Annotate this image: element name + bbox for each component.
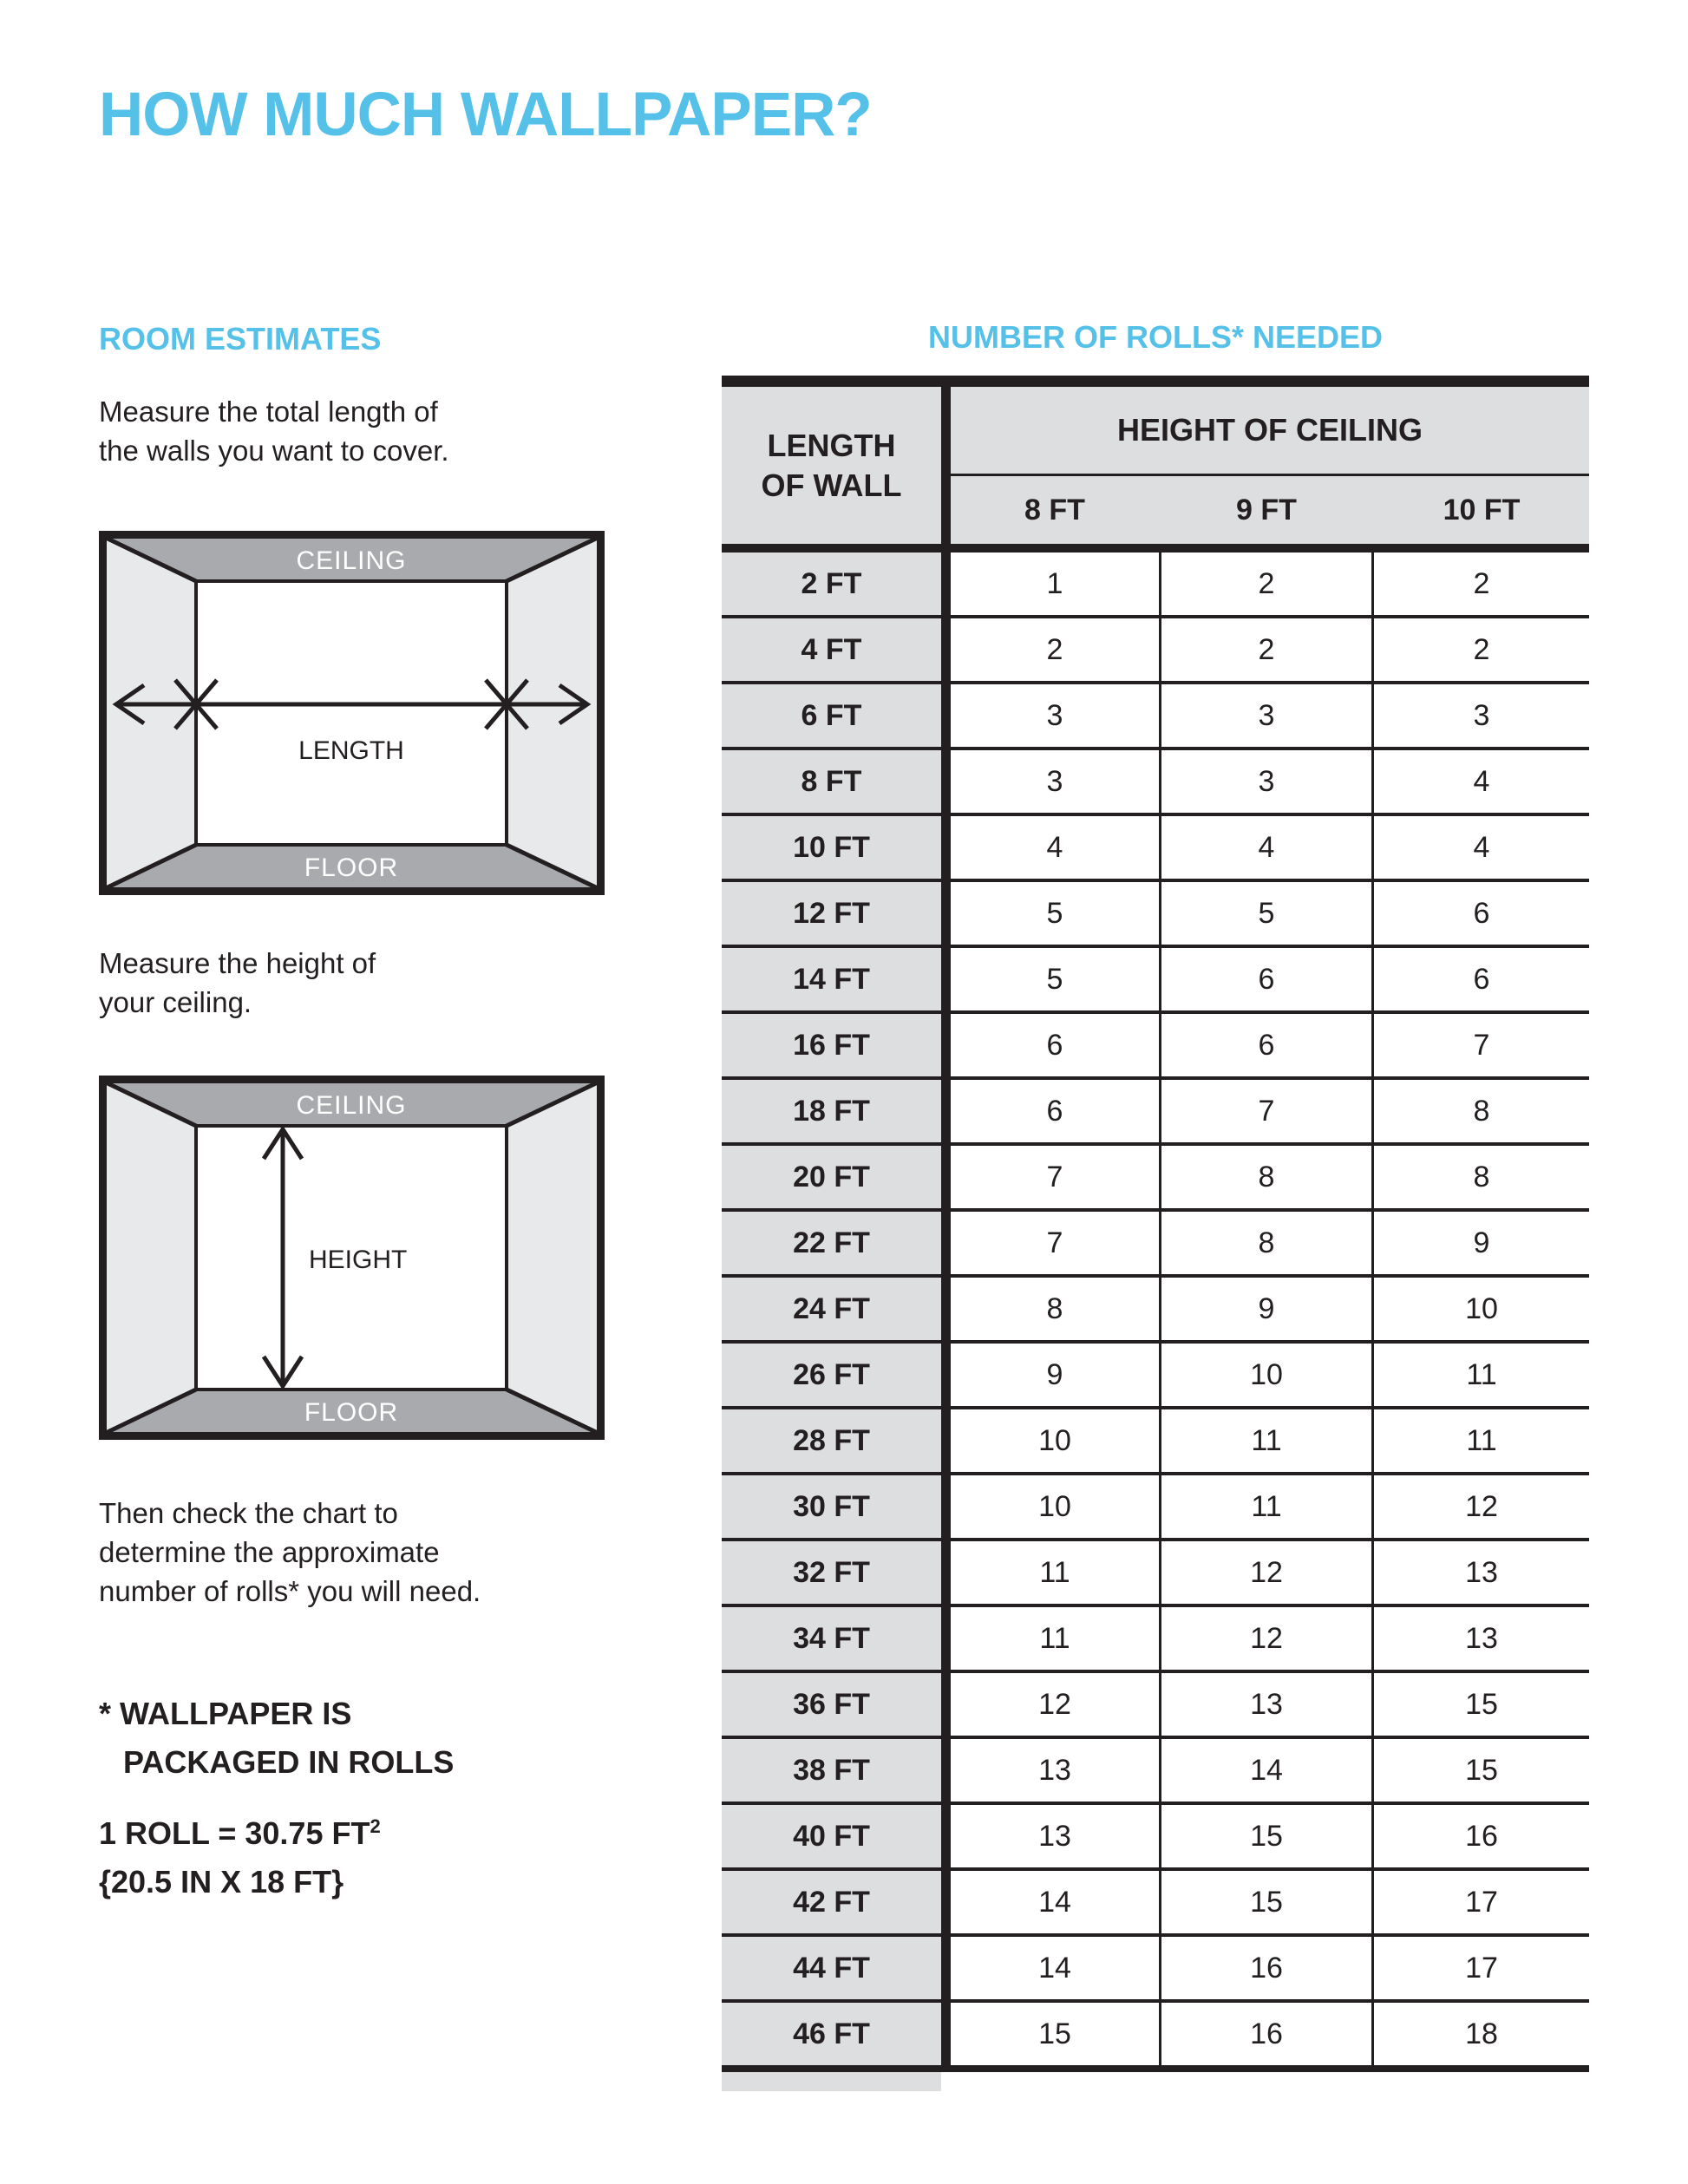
page-title: HOW MUCH WALLPAPER? <box>99 81 872 149</box>
table-row <box>722 1607 1589 1673</box>
column-divider <box>941 1871 951 1933</box>
rolls-9ft-cell: 9 <box>1161 1278 1371 1340</box>
rolls-9ft-cell: 12 <box>1161 1607 1371 1670</box>
wall-length-cell: 16 FT <box>722 1014 941 1076</box>
length-of-wall-line2: OF WALL <box>761 467 902 503</box>
column-divider <box>941 387 951 544</box>
ceiling-height-subheader <box>951 476 1589 544</box>
column-header-8ft: 8 FT <box>951 476 1159 544</box>
column-divider <box>941 1475 951 1538</box>
rolls-needed-heading: NUMBER OF ROLLS* NEEDED <box>927 319 1384 355</box>
rolls-9ft-cell: 3 <box>1161 750 1371 813</box>
rolls-10ft-cell: 13 <box>1374 1541 1589 1604</box>
rolls-8ft-cell: 13 <box>951 1805 1159 1867</box>
instruction-chart-line3: number of rolls* you will need. <box>99 1575 481 1607</box>
rolls-9ft-cell: 6 <box>1161 1014 1371 1076</box>
length-label: LENGTH <box>298 736 404 765</box>
height-of-ceiling-header: HEIGHT OF CEILING <box>951 387 1589 476</box>
table-header <box>722 387 1589 544</box>
table-row <box>722 948 1589 1014</box>
rolls-footnote-line1: * WALLPAPER IS <box>99 1696 352 1731</box>
instruction-length <box>99 392 449 470</box>
right-wall <box>507 538 598 888</box>
room-length-diagram <box>99 531 605 895</box>
column-divider <box>941 1212 951 1274</box>
table-top-border <box>722 376 1589 387</box>
column-divider <box>941 1409 951 1472</box>
room-estimates-heading: ROOM ESTIMATES <box>99 321 382 356</box>
wall-length-cell: 30 FT <box>722 1475 941 1538</box>
label-column-tab <box>722 2072 941 2091</box>
rolls-9ft-cell: 2 <box>1161 618 1371 681</box>
rolls-10ft-cell: 12 <box>1374 1475 1589 1538</box>
wall-length-cell: 14 FT <box>722 948 941 1010</box>
rolls-9ft-cell: 13 <box>1161 1673 1371 1736</box>
rolls-10ft-cell: 13 <box>1374 1607 1589 1670</box>
column-divider <box>941 1673 951 1736</box>
column-divider <box>941 618 951 681</box>
rolls-8ft-cell: 7 <box>951 1212 1159 1274</box>
wall-length-cell: 8 FT <box>722 750 941 813</box>
wall-length-cell: 18 FT <box>722 1080 941 1142</box>
table-row <box>722 2003 1589 2065</box>
column-divider <box>941 1937 951 1999</box>
table-row <box>722 1673 1589 1739</box>
rolls-10ft-cell: 11 <box>1374 1344 1589 1406</box>
rolls-8ft-cell: 2 <box>951 618 1159 681</box>
wall-length-cell: 22 FT <box>722 1212 941 1274</box>
instruction-chart-line1: Then check the chart to <box>99 1497 398 1529</box>
length-of-wall-line1: LENGTH <box>767 427 896 463</box>
column-divider <box>941 1014 951 1076</box>
table-row <box>722 816 1589 882</box>
rolls-10ft-cell: 6 <box>1374 948 1589 1010</box>
ceiling-label: CEILING <box>296 546 407 575</box>
rolls-8ft-cell: 10 <box>951 1475 1159 1538</box>
right-wall <box>507 1082 598 1433</box>
rolls-10ft-cell: 7 <box>1374 1014 1589 1076</box>
column-divider <box>941 882 951 945</box>
ceiling-label: CEILING <box>296 1091 407 1120</box>
rolls-10ft-cell: 17 <box>1374 1871 1589 1933</box>
rolls-10ft-cell: 3 <box>1374 684 1589 747</box>
table-rows <box>722 553 1589 2065</box>
rolls-10ft-cell: 11 <box>1374 1409 1589 1472</box>
wall-length-cell: 42 FT <box>722 1871 941 1933</box>
rolls-10ft-cell: 15 <box>1374 1673 1589 1736</box>
rolls-8ft-cell: 1 <box>951 553 1159 615</box>
table-row <box>722 684 1589 750</box>
rolls-9ft-cell: 16 <box>1161 2003 1371 2065</box>
rolls-8ft-cell: 5 <box>951 882 1159 945</box>
table-row <box>722 1541 1589 1607</box>
rolls-9ft-cell: 2 <box>1161 553 1371 615</box>
wall-length-cell: 20 FT <box>722 1146 941 1208</box>
wall-length-cell: 34 FT <box>722 1607 941 1670</box>
rolls-10ft-cell: 8 <box>1374 1146 1589 1208</box>
roll-size-line2: {20.5 IN X 18 FT} <box>99 1864 344 1900</box>
instruction-length-line1: Measure the total length of <box>99 396 438 428</box>
table-row <box>722 1278 1589 1344</box>
rolls-8ft-cell: 10 <box>951 1409 1159 1472</box>
column-divider <box>941 2003 951 2065</box>
rolls-8ft-cell: 12 <box>951 1673 1159 1736</box>
column-divider <box>941 553 951 615</box>
rolls-10ft-cell: 17 <box>1374 1937 1589 1999</box>
wall-length-cell: 4 FT <box>722 618 941 681</box>
column-divider <box>941 1805 951 1867</box>
rolls-9ft-cell: 5 <box>1161 882 1371 945</box>
column-divider <box>941 1080 951 1142</box>
table-bottom-border <box>722 2065 1589 2072</box>
column-divider <box>941 1344 951 1406</box>
rolls-8ft-cell: 5 <box>951 948 1159 1010</box>
rolls-9ft-cell: 15 <box>1161 1805 1371 1867</box>
rolls-8ft-cell: 11 <box>951 1607 1159 1670</box>
rolls-9ft-cell: 11 <box>1161 1475 1371 1538</box>
table-row <box>722 1805 1589 1871</box>
rolls-9ft-cell: 8 <box>1161 1146 1371 1208</box>
table-row <box>722 750 1589 816</box>
column-header-10ft: 10 FT <box>1374 476 1589 544</box>
rolls-10ft-cell: 16 <box>1374 1805 1589 1867</box>
rolls-footnote <box>99 1690 454 1787</box>
instruction-height-line2: your ceiling. <box>99 986 252 1018</box>
table-row <box>722 1344 1589 1409</box>
table-row <box>722 1871 1589 1937</box>
header-bottom-border <box>722 544 1589 553</box>
instruction-chart <box>99 1494 481 1611</box>
rolls-10ft-cell: 10 <box>1374 1278 1589 1340</box>
roll-size-line1: 1 ROLL = 30.75 $FT^2$ <box>99 1815 381 1851</box>
rolls-8ft-cell: 8 <box>951 1278 1159 1340</box>
rolls-9ft-cell: 15 <box>1161 1871 1371 1933</box>
wall-length-cell: 2 FT <box>722 553 941 615</box>
rolls-9ft-cell: 3 <box>1161 684 1371 747</box>
rolls-9ft-cell: 10 <box>1161 1344 1371 1406</box>
rolls-10ft-cell: 15 <box>1374 1739 1589 1801</box>
instruction-height <box>99 944 376 1022</box>
wall-length-cell: 26 FT <box>722 1344 941 1406</box>
table-row <box>722 1014 1589 1080</box>
rolls-10ft-cell: 18 <box>1374 2003 1589 2065</box>
table-row <box>722 553 1589 618</box>
rolls-8ft-cell: 9 <box>951 1344 1159 1406</box>
wall-length-cell: 10 FT <box>722 816 941 879</box>
floor-label: FLOOR <box>304 853 399 882</box>
rolls-8ft-cell: 3 <box>951 750 1159 813</box>
column-divider <box>941 684 951 747</box>
back-wall <box>196 581 507 845</box>
rolls-table <box>722 376 1589 2091</box>
column-divider <box>941 1278 951 1340</box>
left-wall <box>106 538 196 888</box>
table-row <box>722 1475 1589 1541</box>
rolls-8ft-cell: 4 <box>951 816 1159 879</box>
rolls-10ft-cell: 4 <box>1374 750 1589 813</box>
rolls-10ft-cell: 6 <box>1374 882 1589 945</box>
wall-length-cell: 40 FT <box>722 1805 941 1867</box>
instruction-height-line1: Measure the height of <box>99 947 376 979</box>
table-row <box>722 1937 1589 2003</box>
table-row <box>722 1212 1589 1278</box>
instruction-length-line2: the walls you want to cover. <box>99 435 449 467</box>
wall-length-cell: 6 FT <box>722 684 941 747</box>
table-row <box>722 1409 1589 1475</box>
rolls-9ft-cell: 12 <box>1161 1541 1371 1604</box>
column-divider <box>941 1541 951 1604</box>
instruction-chart-line2: determine the approximate <box>99 1536 440 1568</box>
wall-length-cell: 36 FT <box>722 1673 941 1736</box>
rolls-8ft-cell: 11 <box>951 1541 1159 1604</box>
table-row <box>722 882 1589 948</box>
rolls-9ft-cell: 4 <box>1161 816 1371 879</box>
rolls-10ft-cell: 2 <box>1374 553 1589 615</box>
table-row <box>722 1080 1589 1146</box>
rolls-8ft-cell: 13 <box>951 1739 1159 1801</box>
rolls-9ft-cell: 7 <box>1161 1080 1371 1142</box>
rolls-8ft-cell: 6 <box>951 1080 1159 1142</box>
rolls-10ft-cell: 2 <box>1374 618 1589 681</box>
column-divider <box>941 1146 951 1208</box>
wall-length-cell: 46 FT <box>722 2003 941 2065</box>
table-row <box>722 1146 1589 1212</box>
rolls-10ft-cell: 9 <box>1374 1212 1589 1274</box>
wall-length-cell: 38 FT <box>722 1739 941 1801</box>
rolls-9ft-cell: 6 <box>1161 948 1371 1010</box>
wall-length-cell: 32 FT <box>722 1541 941 1604</box>
column-divider <box>941 750 951 813</box>
floor-label: FLOOR <box>304 1398 399 1427</box>
wall-length-cell: 24 FT <box>722 1278 941 1340</box>
rolls-footnote-line2: PACKAGED IN ROLLS <box>123 1744 455 1780</box>
rolls-9ft-cell: 8 <box>1161 1212 1371 1274</box>
table-row <box>722 1739 1589 1805</box>
rolls-10ft-cell: 8 <box>1374 1080 1589 1142</box>
rolls-8ft-cell: 14 <box>951 1871 1159 1933</box>
column-header-9ft: 9 FT <box>1161 476 1371 544</box>
left-wall <box>106 1082 196 1433</box>
squared-superscript: 2 <box>370 1815 381 1837</box>
wall-length-cell: 44 FT <box>722 1937 941 1999</box>
table-row <box>722 618 1589 684</box>
rolls-8ft-cell: 6 <box>951 1014 1159 1076</box>
column-divider <box>941 1607 951 1670</box>
column-divider <box>941 816 951 879</box>
column-divider <box>941 948 951 1010</box>
wall-length-cell: 12 FT <box>722 882 941 945</box>
rolls-8ft-cell: 14 <box>951 1937 1159 1999</box>
length-of-wall-header <box>722 387 941 544</box>
roll-size-info <box>99 1809 381 1906</box>
rolls-9ft-cell: 16 <box>1161 1937 1371 1999</box>
rolls-8ft-cell: 3 <box>951 684 1159 747</box>
rolls-9ft-cell: 11 <box>1161 1409 1371 1472</box>
rolls-8ft-cell: 7 <box>951 1146 1159 1208</box>
height-label: HEIGHT <box>309 1246 408 1274</box>
rolls-10ft-cell: 4 <box>1374 816 1589 879</box>
rolls-8ft-cell: 15 <box>951 2003 1159 2065</box>
room-height-diagram <box>99 1076 605 1440</box>
wall-length-cell: 28 FT <box>722 1409 941 1472</box>
rolls-9ft-cell: 14 <box>1161 1739 1371 1801</box>
column-divider <box>941 1739 951 1801</box>
